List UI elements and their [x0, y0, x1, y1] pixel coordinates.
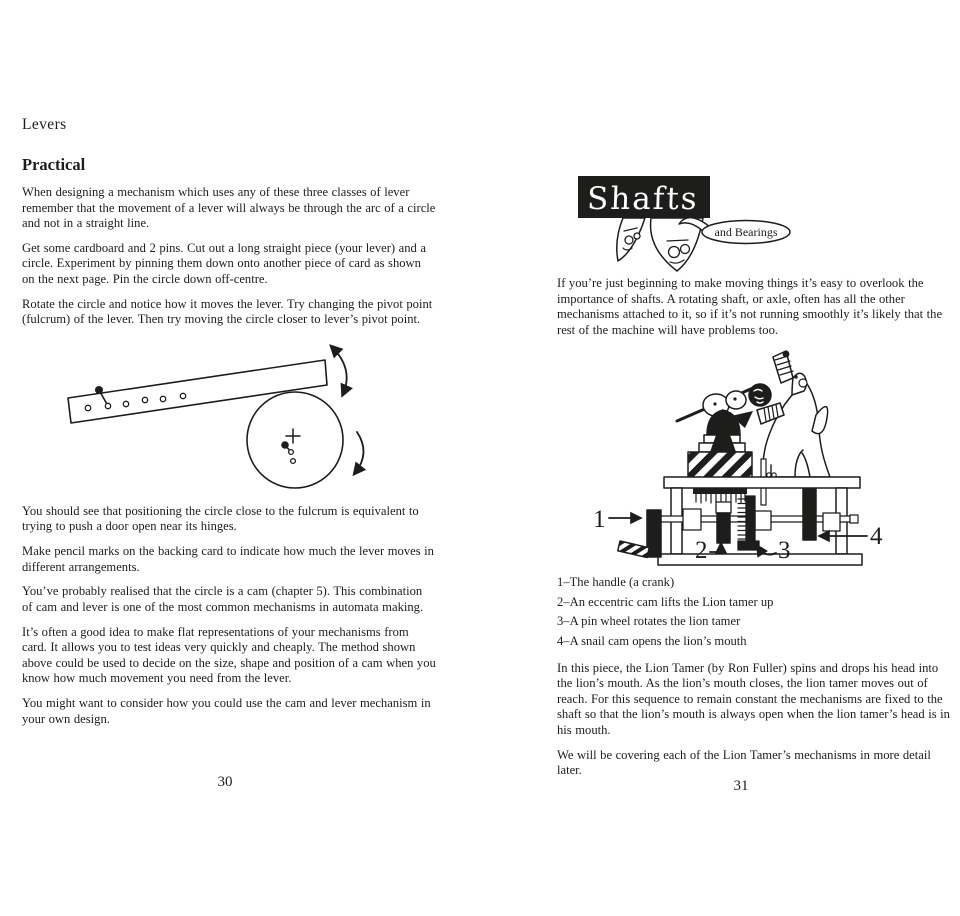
- lever-oscillation-arrow-icon: [332, 347, 347, 394]
- paragraph: It’s often a good idea to make flat representations of your mechanisms from card. It allows you to test ideas very quickly and cheaply. The method shown above could be used to decide on the size, shape and position of a cam when you know how much movement you need from the lever.: [22, 624, 436, 686]
- page-title: Levers: [22, 116, 67, 133]
- label-2-arrow-icon: [710, 545, 721, 552]
- diagram-caption-list: [557, 573, 955, 651]
- crank-grip: [618, 541, 649, 557]
- cam-circle: [247, 392, 343, 488]
- paragraph: We will be covering each of the Lion Tamer’s mechanisms in more detail later.: [557, 747, 931, 778]
- paragraph: Make pencil marks on the backing card to indicate how much the lever moves in different arrangements.: [22, 544, 434, 574]
- paragraph: In this piece, the Lion Tamer (by Ron Fuller) spins and drops his head into the lion’s mouth. As the lion’s mouth closes, the lion tamer moves out of reach. For this sequence to remain constant the mechanisms are fixed to the shaft so that the lion’s mouth is always open when the lion tamer’s head is in his mouth.: [557, 660, 950, 737]
- pennant-character-icon: [617, 218, 645, 261]
- page-right: [557, 168, 955, 788]
- diagram-label-3: 3: [778, 537, 791, 565]
- paragraph: When designing a mechanism which uses any of these three classes of lever remember that the movement of a lever will always be through the arc of a circle and not in a straight line.: [22, 185, 436, 231]
- paragraph: If you’re just beginning to make moving things it’s easy to overlook the importance of shafts. A rotating shaft, or axle, often has all the other mechanisms attached to it, so if it’s not running smoothly it’s likely that the rest of the machine will have problems too.: [557, 276, 943, 337]
- caption-list-item: 4–A snail cam opens the lion’s mouth: [557, 633, 747, 648]
- page-left: [22, 116, 436, 736]
- paragraph: You’ve probably realised that the circle is a cam (chapter 5). This combination of cam and lever is one of the most common mechanisms in automata making.: [22, 584, 424, 614]
- bearing-block: [823, 513, 840, 531]
- eccentric-cam: [716, 502, 731, 543]
- lion-tamer-illustration: [557, 347, 955, 569]
- striped-drum: [688, 452, 752, 480]
- section-heading: Practical: [22, 155, 86, 174]
- caption-list-item: 3–A pin wheel rotates the lion tamer: [557, 614, 741, 629]
- paragraph: You should see that positioning the circle close to the fulcrum is equivalent to trying to push a door open near its hinges.: [22, 503, 419, 534]
- lever-and-cam-illustration: [22, 337, 422, 497]
- page-number: 31: [733, 778, 749, 794]
- cam-rotation-arrow-icon: [355, 432, 364, 473]
- logo-title: Shafts: [586, 181, 700, 217]
- lion-nose-icon: [783, 351, 790, 358]
- lion-eye-icon: [794, 376, 797, 379]
- lion-tamer-figure: [677, 384, 771, 480]
- lion-figure: [757, 351, 830, 478]
- hanging-pins: [693, 488, 747, 503]
- shafts-logo: [557, 168, 955, 273]
- speech-bubble-text: and Bearings: [714, 225, 778, 239]
- caption-list-item: 2–An eccentric cam lifts the Lion tamer up: [557, 594, 774, 609]
- diagram-label-1: 1: [593, 506, 606, 534]
- lion-upper-jaw: [773, 351, 793, 383]
- paragraph: Rotate the circle and notice how it moves the lever. Try changing the pivot point (fulcrum) of the lever. Then try moving the circle closer to lever’s pivot point.: [22, 296, 433, 327]
- page-number: 30: [217, 774, 233, 790]
- bearing-block: [683, 509, 701, 530]
- diagram-label-2: 2: [695, 537, 708, 565]
- caption-list-item: 1–The handle (a crank): [557, 575, 675, 590]
- paragraph: Get some cardboard and 2 pins. Cut out a long straight piece (your lever) and a circle. Experiment by pinning them down onto another piece of card as shown on the next page. Pin the circle down off-centre.: [22, 240, 426, 287]
- bearing-block: [755, 511, 771, 530]
- paragraph: You might want to consider how you could use the cam and lever mechanism in your own design.: [22, 695, 431, 726]
- diagram-label-4: 4: [870, 523, 883, 551]
- snail-cam: [803, 489, 816, 540]
